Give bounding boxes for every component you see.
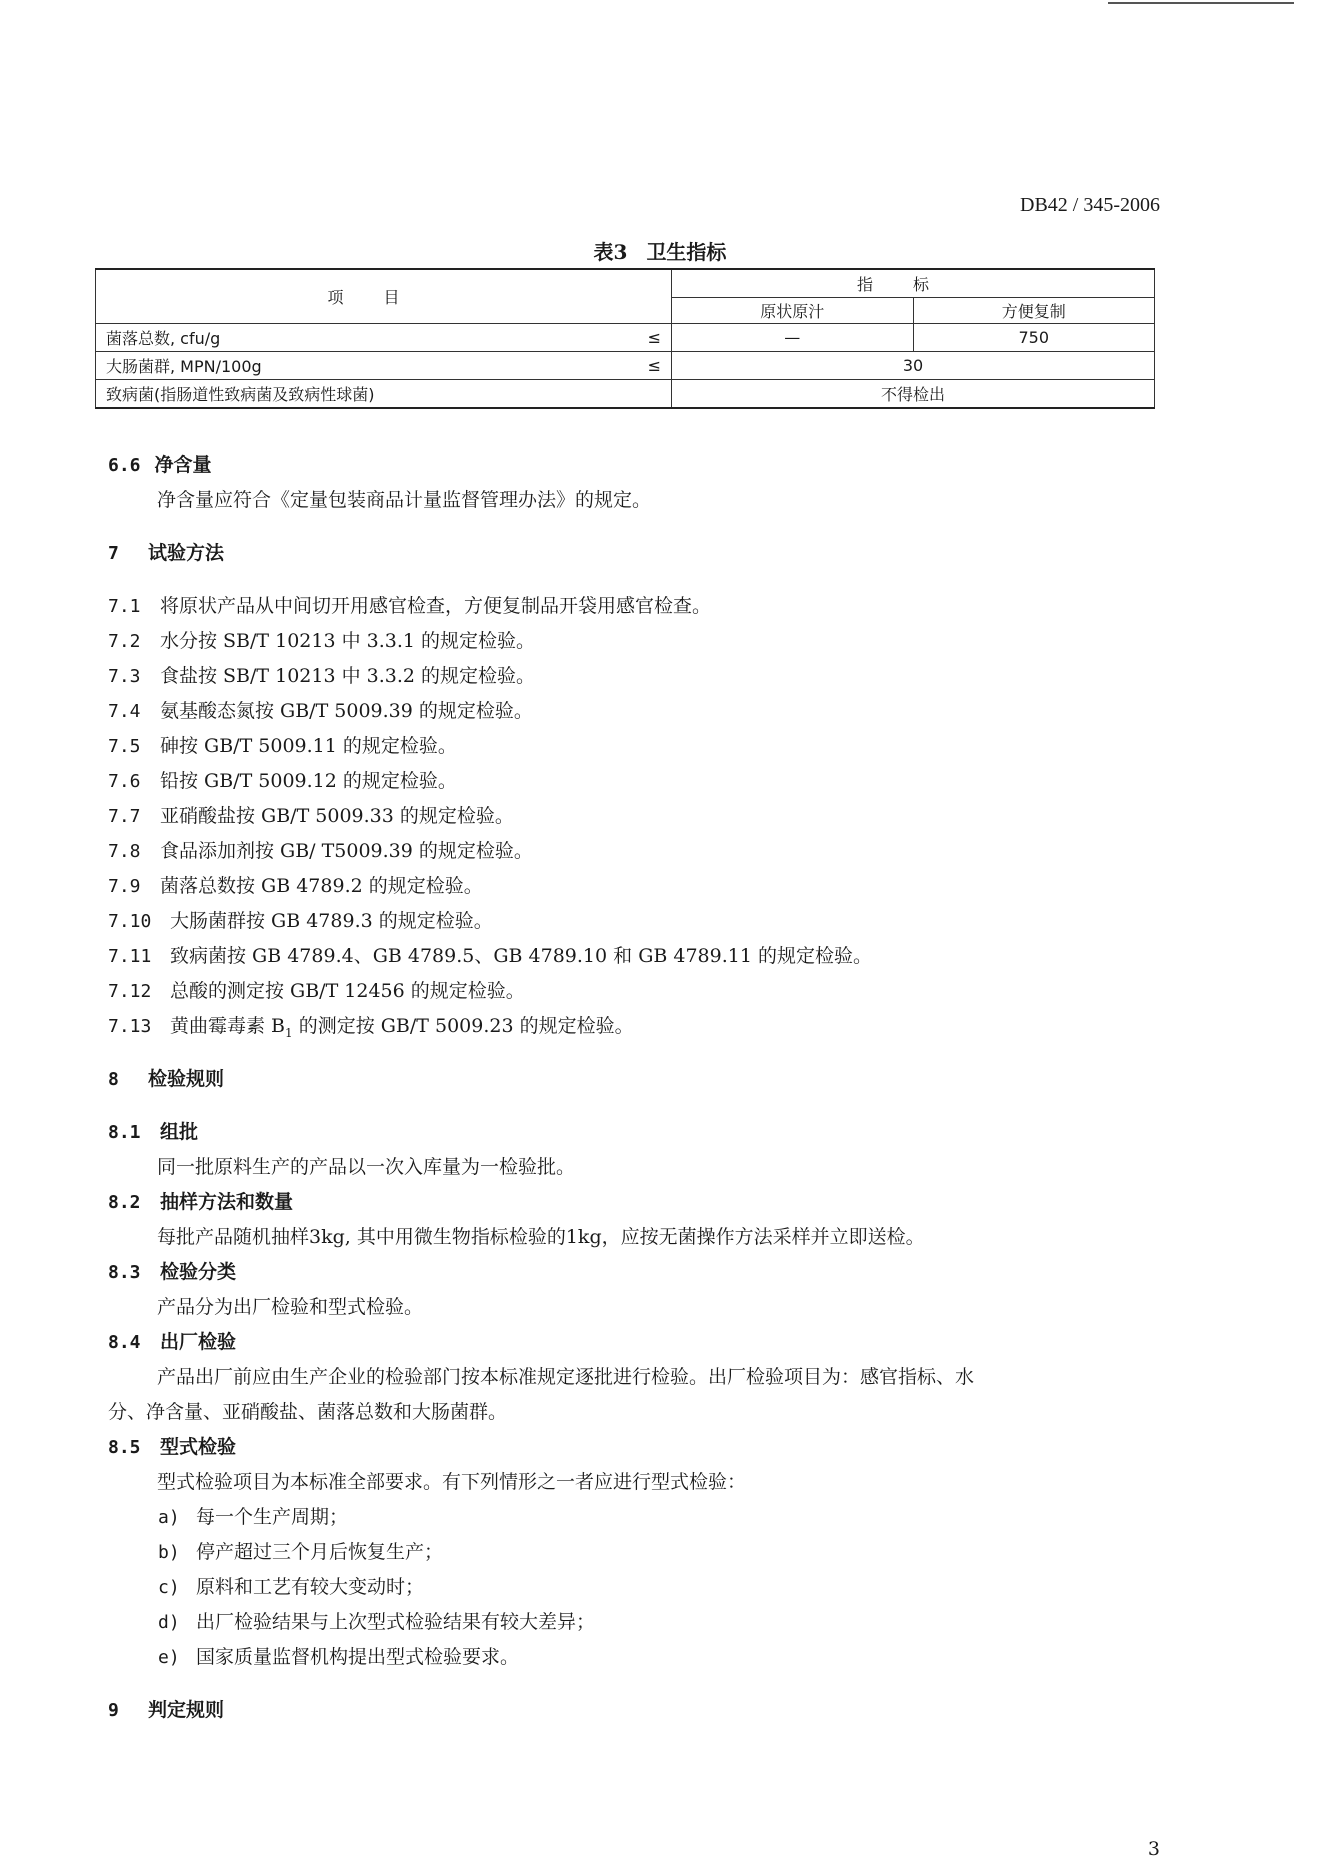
section-8-2-text: 每批产品随机抽样3kg, 其中用微生物指标检验的1kg，应按无菌操作方法采样并立即送检。 <box>157 1226 925 1248</box>
page-number: 3 <box>1147 1838 1160 1860</box>
table-row <box>96 380 1155 409</box>
top-rule <box>1108 2 1294 4</box>
row-item: 致病菌(指肠道性致病菌及致病性球菌) <box>96 380 672 409</box>
table-header-row <box>96 269 1155 298</box>
row-le: ≤ <box>647 328 661 347</box>
clause-7-2: 7.2 水分按 SB/T 10213 中 3.3.1 的规定检验。 <box>108 630 536 652</box>
section-8-4-heading: 8.4 出厂检验 <box>108 1331 237 1353</box>
section-8-4-text-1: 产品出厂前应由生产企业的检验部门按本标准规定逐批进行检验。出厂检验项目为：感官指标、水 <box>157 1366 975 1388</box>
row-item: 菌落总数, cfu/g <box>106 329 221 348</box>
section-8-5-heading: 8.5 型式检验 <box>108 1436 237 1458</box>
clause-7-12: 7.12 总酸的测定按 GB/T 12456 的规定检验。 <box>108 980 525 1002</box>
clause-7-1: 7.1 将原状产品从中间切开用感官检查，方便复制品开袋用感官检查。 <box>108 595 712 617</box>
section-8-3-text: 产品分为出厂检验和型式检验。 <box>157 1296 424 1318</box>
list-item: a) 每一个生产周期； <box>158 1506 349 1528</box>
row-merged: 30 <box>672 352 1155 380</box>
clause-7-8: 7.8 食品添加剂按 GB/ T5009.39 的规定检验。 <box>108 840 533 862</box>
section-9-heading: 9 判定规则 <box>108 1699 225 1721</box>
clause-7-9: 7.9 菌落总数按 GB 4789.2 的规定检验。 <box>108 875 483 897</box>
clause-7-13: 7.13 黄曲霉毒素 $B_1$ 的测定按 GB/T 5009.23 的规定检验。 <box>108 1015 634 1040</box>
row-raw: — <box>672 324 914 352</box>
list-item: d) 出厂检验结果与上次型式检验结果有较大差异； <box>158 1611 596 1633</box>
clause-7-11: 7.11 致病菌按 GB 4789.4、GB 4789.5、GB 4789.10 和 GB 4789.11 的规定检验。 <box>108 945 872 967</box>
list-item: b) 停产超过三个月后恢复生产； <box>158 1541 444 1563</box>
clause-7-6: 7.6 铅按 GB/T 5009.12 的规定检验。 <box>108 770 457 792</box>
hygiene-indicator-table <box>95 268 1155 409</box>
doc-code: DB42 / 345-2006 <box>1020 194 1160 216</box>
table-row <box>96 352 1155 380</box>
section-8-5-text: 型式检验项目为本标准全部要求。有下列情形之一者应进行型式检验： <box>157 1471 747 1493</box>
header-indicator: 指标 <box>672 269 1155 298</box>
section-8-3-heading: 8.3 检验分类 <box>108 1261 237 1283</box>
clause-7-7: 7.7 亚硝酸盐按 GB/T 5009.33 的规定检验。 <box>108 805 514 827</box>
section-6-6-heading: 6.6 净含量 <box>108 454 212 476</box>
header-raw: 原状原汁 <box>672 298 914 324</box>
list-item: c) 原料和工艺有较大变动时； <box>158 1576 425 1598</box>
table-caption: 卫生指标 <box>646 240 727 264</box>
section-8-heading: 8 检验规则 <box>108 1068 225 1090</box>
row-merged: 不得检出 <box>672 380 1155 409</box>
header-item: 项目 <box>96 269 672 324</box>
clause-7-10: 7.10 大肠菌群按 GB 4789.3 的规定检验。 <box>108 910 493 932</box>
row-convenient: 750 <box>913 324 1155 352</box>
row-le: ≤ <box>647 356 661 375</box>
clause-7-3: 7.3 食盐按 SB/T 10213 中 3.3.2 的规定检验。 <box>108 665 536 687</box>
section-6-6-text: 净含量应符合《定量包装商品计量监督管理办法》的规定。 <box>157 489 652 511</box>
list-item: e) 国家质量监督机构提出型式检验要求。 <box>158 1646 520 1668</box>
clause-7-5: 7.5 砷按 GB/T 5009.11 的规定检验。 <box>108 735 457 757</box>
section-8-1-text: 同一批原料生产的产品以一次入库量为一检验批。 <box>157 1156 576 1178</box>
table-row <box>96 324 1155 352</box>
section-8-4-text-2: 分、净含量、亚硝酸盐、菌落总数和大肠菌群。 <box>108 1401 508 1423</box>
table-number: 表3 <box>593 240 628 264</box>
table-title <box>0 236 1320 265</box>
section-7-heading: 7 试验方法 <box>108 542 225 564</box>
section-8-1-heading: 8.1 组批 <box>108 1121 199 1143</box>
section-8-2-heading: 8.2 抽样方法和数量 <box>108 1191 294 1213</box>
row-item: 大肠菌群, MPN/100g <box>106 357 262 376</box>
header-convenient: 方便复制 <box>913 298 1155 324</box>
clause-7-4: 7.4 氨基酸态氮按 GB/T 5009.39 的规定检验。 <box>108 700 533 722</box>
